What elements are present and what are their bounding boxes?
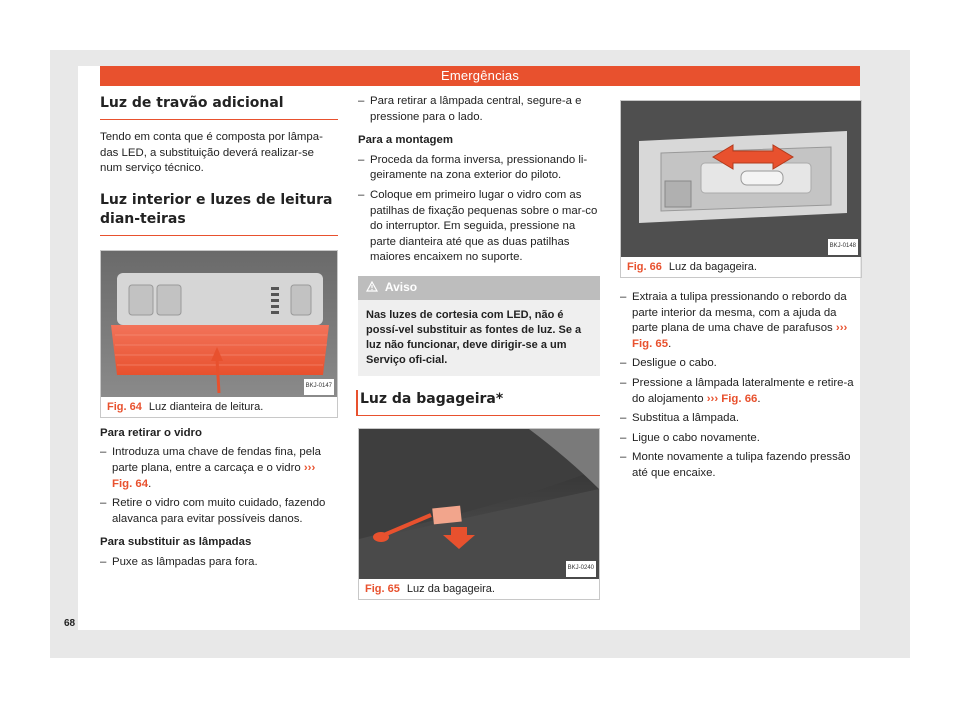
list-item: – Monte novamente a tulipa fazendo pressão até que encaixe. (620, 450, 862, 481)
figure-65-caption-text: Luz da bagageira. (406, 582, 495, 595)
subheading-assembly: Para a montagem (358, 134, 453, 147)
replace-bulb-steps (100, 555, 338, 571)
trunk-light-steps (620, 290, 862, 482)
section-heading-interior-light: Luz interior e luzes de leitura dian-teiras (100, 191, 338, 236)
trunk-lamp-housing-illustration (621, 101, 861, 257)
figure-66-caption (621, 257, 861, 277)
list-item: – Pressione a lâmpada lateralmente e retire-a do alojamento ››› Fig. 66. (620, 376, 862, 407)
page-number: 68 (64, 618, 76, 629)
subheading-replace-bulbs: Para substituir as lâmpadas (100, 536, 252, 549)
brake-light-paragraph: Tendo em conta que é composta por lâmpa-das LED, a substituição deverá realizar-se num serviço técnico. (100, 131, 323, 175)
figure-65-code: BKJ-0240 (566, 561, 596, 577)
remove-glass-steps (100, 445, 338, 527)
reading-light-illustration (101, 251, 337, 397)
fig-66-link[interactable]: ››› Fig. 66 (706, 392, 758, 405)
figure-64-caption-text: Luz dianteira de leitura. (148, 400, 264, 413)
figure-66-number: Fig. 66 (627, 261, 662, 273)
figure-66-caption-text: Luz da bagageira. (668, 261, 757, 273)
figure-64-image (101, 251, 337, 397)
list-item: – Substitua a lâmpada. (620, 411, 862, 427)
figure-64-caption (101, 397, 337, 417)
fig-65-link[interactable]: ››› Fig. 65 (632, 322, 848, 350)
figure-65 (358, 428, 600, 600)
column-1 (100, 94, 338, 575)
column-3 (620, 100, 862, 486)
list-item: – Extraia a tulipa pressionando o rebordo da parte interior da mesma, com a ajuda da parte plana de uma chave de parafusos ››› Fig. 65. (620, 290, 862, 352)
list-item: – Introduza uma chave de fendas fina, pela parte plana, entre a carcaça e o vidro ››› Fig. 64. (100, 445, 338, 492)
assembly-steps (358, 153, 600, 266)
figure-64-code: BKJ-0147 (304, 379, 334, 395)
list-item: – Coloque em primeiro lugar o vidro com as patilhas de fixação pequenas sobre o mar-co do interruptor. Em seguida, pressione na parte dianteira até que as duas patilhas maiores encaixem no suporte. (358, 188, 600, 266)
list-item: – Desligue o cabo. (620, 356, 862, 372)
list-item: – Puxe as lâmpadas para fora. (100, 555, 338, 571)
list-item: – Ligue o cabo novamente. (620, 431, 862, 447)
list-item: – Proceda da forma inversa, pressionando li-geiramente na zona exterior do piloto. (358, 153, 600, 184)
figure-64 (100, 250, 338, 418)
figure-65-caption (359, 579, 599, 599)
list-item: – Para retirar a lâmpada central, segure-a e pressione para o lado. (358, 94, 600, 125)
figure-66 (620, 100, 862, 278)
list-item: – Retire o vidro com muito cuidado, fazendo alavanca para evitar possíveis danos. (100, 496, 338, 527)
notice-header (358, 276, 600, 300)
figure-65-number: Fig. 65 (365, 582, 400, 595)
figure-66-image (621, 101, 861, 257)
section-heading-brake-light: Luz de travão adicional (100, 94, 338, 120)
section-heading-trunk-light: Luz da bagageira* (356, 390, 600, 416)
trunk-light-illustration (359, 429, 599, 579)
figure-64-number: Fig. 64 (107, 400, 142, 413)
warning-triangle-icon (366, 280, 385, 294)
figure-66-code: BKJ-0148 (828, 239, 858, 255)
column-2 (358, 94, 600, 608)
notice-box (358, 276, 600, 376)
figure-65-image (359, 429, 599, 579)
notice-text: Nas luzes de cortesia com LED, não é possí-vel substituir as fontes de luz. Se a luz não funcionar, deve dirigir-se a um Serviço ofi-cial. (366, 308, 582, 366)
chapter-header: Emergências (100, 66, 860, 86)
central-bulb-steps (358, 94, 600, 125)
notice-title: Aviso (384, 279, 418, 294)
subheading-remove-glass: Para retirar o vidro (100, 426, 202, 439)
fig-64-link[interactable]: ››› Fig. 64 (112, 461, 316, 490)
